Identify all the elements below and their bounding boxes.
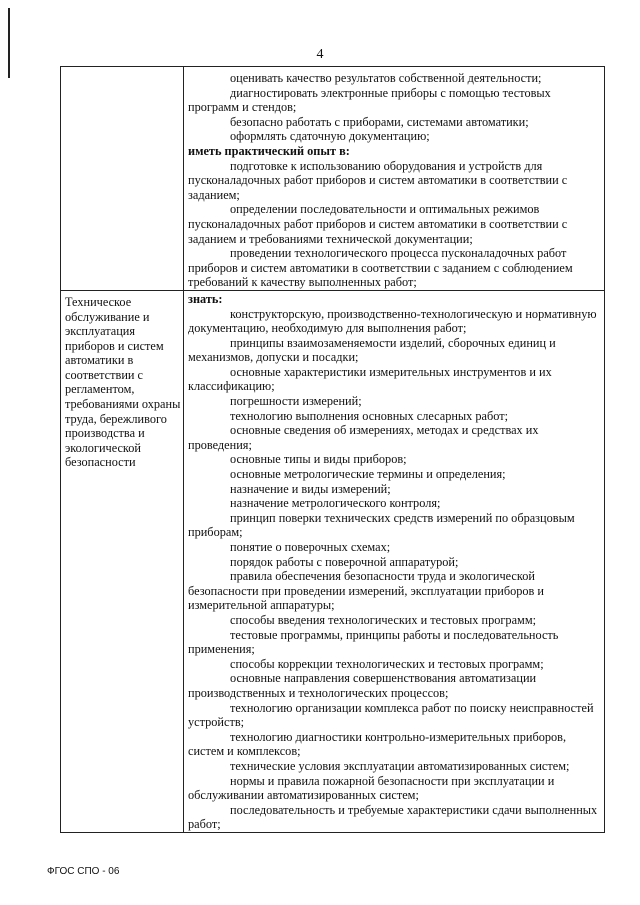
- footer-label: ФГОС СПО - 06: [47, 866, 120, 877]
- list-item: способы введения технологических и тестовых программ;: [230, 612, 537, 627]
- list-item: принцип поверки технических средств измерений по образцовым приборам;: [188, 510, 575, 540]
- list-item: технологию организации комплекса работ по поиску неисправностей устройств;: [188, 700, 594, 730]
- list-item: принципы взаимозаменяемости изделий, сборочных единиц и механизмов, допуски и посадки;: [188, 335, 556, 365]
- list-item: назначение и виды измерений;: [230, 481, 391, 496]
- list-item: понятие о поверочных схемах;: [230, 540, 391, 554]
- list-item: порядок работы с поверочной аппаратурой;: [230, 554, 459, 569]
- list-item: способы коррекции технологических и тестовых программ;: [230, 656, 544, 671]
- list-item: проведении технологического процесса пусконаладочных работ приборов и систем автоматики в соответствии с заданием с соблюдением требований к качеству выполненных работ;: [188, 246, 573, 290]
- list-item: правила обеспечения безопасности труда и экологической безопасности при проведении измерений, эксплуатации приборов и измерительной аппаратуры;: [188, 569, 544, 613]
- list-item: последовательность и требуемые характеристики сдачи выполненных работ;: [188, 802, 598, 832]
- row1-left-cell: [61, 67, 184, 291]
- row2-left-cell: [61, 290, 184, 832]
- row1-left-text: [61, 67, 183, 71]
- table-row: [61, 67, 605, 291]
- list-item: тестовые программы, принципы работы и последовательность применения;: [188, 627, 559, 657]
- list-item: основные метрологические термины и определения;: [230, 467, 506, 482]
- margin-bar: [8, 8, 10, 78]
- list-item: оформлять сдаточную документацию;: [230, 129, 430, 144]
- list-item: оценивать качество результатов собственной деятельности;: [230, 71, 542, 85]
- section-heading: знать:: [188, 291, 223, 306]
- competency-table: [60, 66, 605, 833]
- list-item: технологию выполнения основных слесарных работ;: [230, 408, 509, 423]
- list-item: основные типы и виды приборов;: [230, 452, 407, 467]
- list-item: основные направления совершенствования автоматизации производственных и технологических процессов;: [188, 671, 537, 700]
- list-item: безопасно работать с приборами, системами автоматики;: [230, 114, 529, 129]
- list-item: подготовке к использованию оборудования и устройств для пусконаладочных работ приборов и систем автоматики в соответствии с заданием;: [188, 158, 568, 202]
- row1-content-cell: [184, 67, 605, 291]
- list-item: погрешности измерений;: [230, 394, 362, 409]
- list-item: основные характеристики измерительных инструментов и их классификацию;: [188, 364, 552, 394]
- list-item: нормы и правила пожарной безопасности при эксплуатации и обслуживании автоматизированных систем;: [188, 773, 555, 803]
- row2-left-text: Техническое обслуживание и эксплуатация приборов и систем автоматики в соответствии с регламентом, требованиями охраны труда, бережливого производства и экологической безопасности: [65, 294, 181, 470]
- list-item: технические условия эксплуатации автоматизированных систем;: [230, 758, 570, 773]
- row2-content-cell: [184, 290, 605, 832]
- list-item: диагностировать электронные приборы с помощью тестовых программ и стендов;: [188, 85, 551, 115]
- list-item: основные сведения об измерениях, методах и средствах их проведения;: [188, 423, 539, 452]
- table-row: [61, 290, 605, 832]
- list-item: определении последовательности и оптимальных режимов пусконаладочных работ приборов и систем автоматики в соответствии с заданием и требованиями технической документации;: [188, 202, 568, 246]
- section-heading: иметь практический опыт в:: [188, 143, 350, 158]
- list-item: конструкторскую, производственно-технологическую и нормативную документацию, необходимую для выполнения работ;: [188, 306, 597, 336]
- list-item: назначение метрологического контроля;: [230, 496, 441, 511]
- page-number: 4: [316, 47, 324, 62]
- list-item: технологию диагностики контрольно-измерительных приборов, систем и комплексов;: [188, 729, 567, 759]
